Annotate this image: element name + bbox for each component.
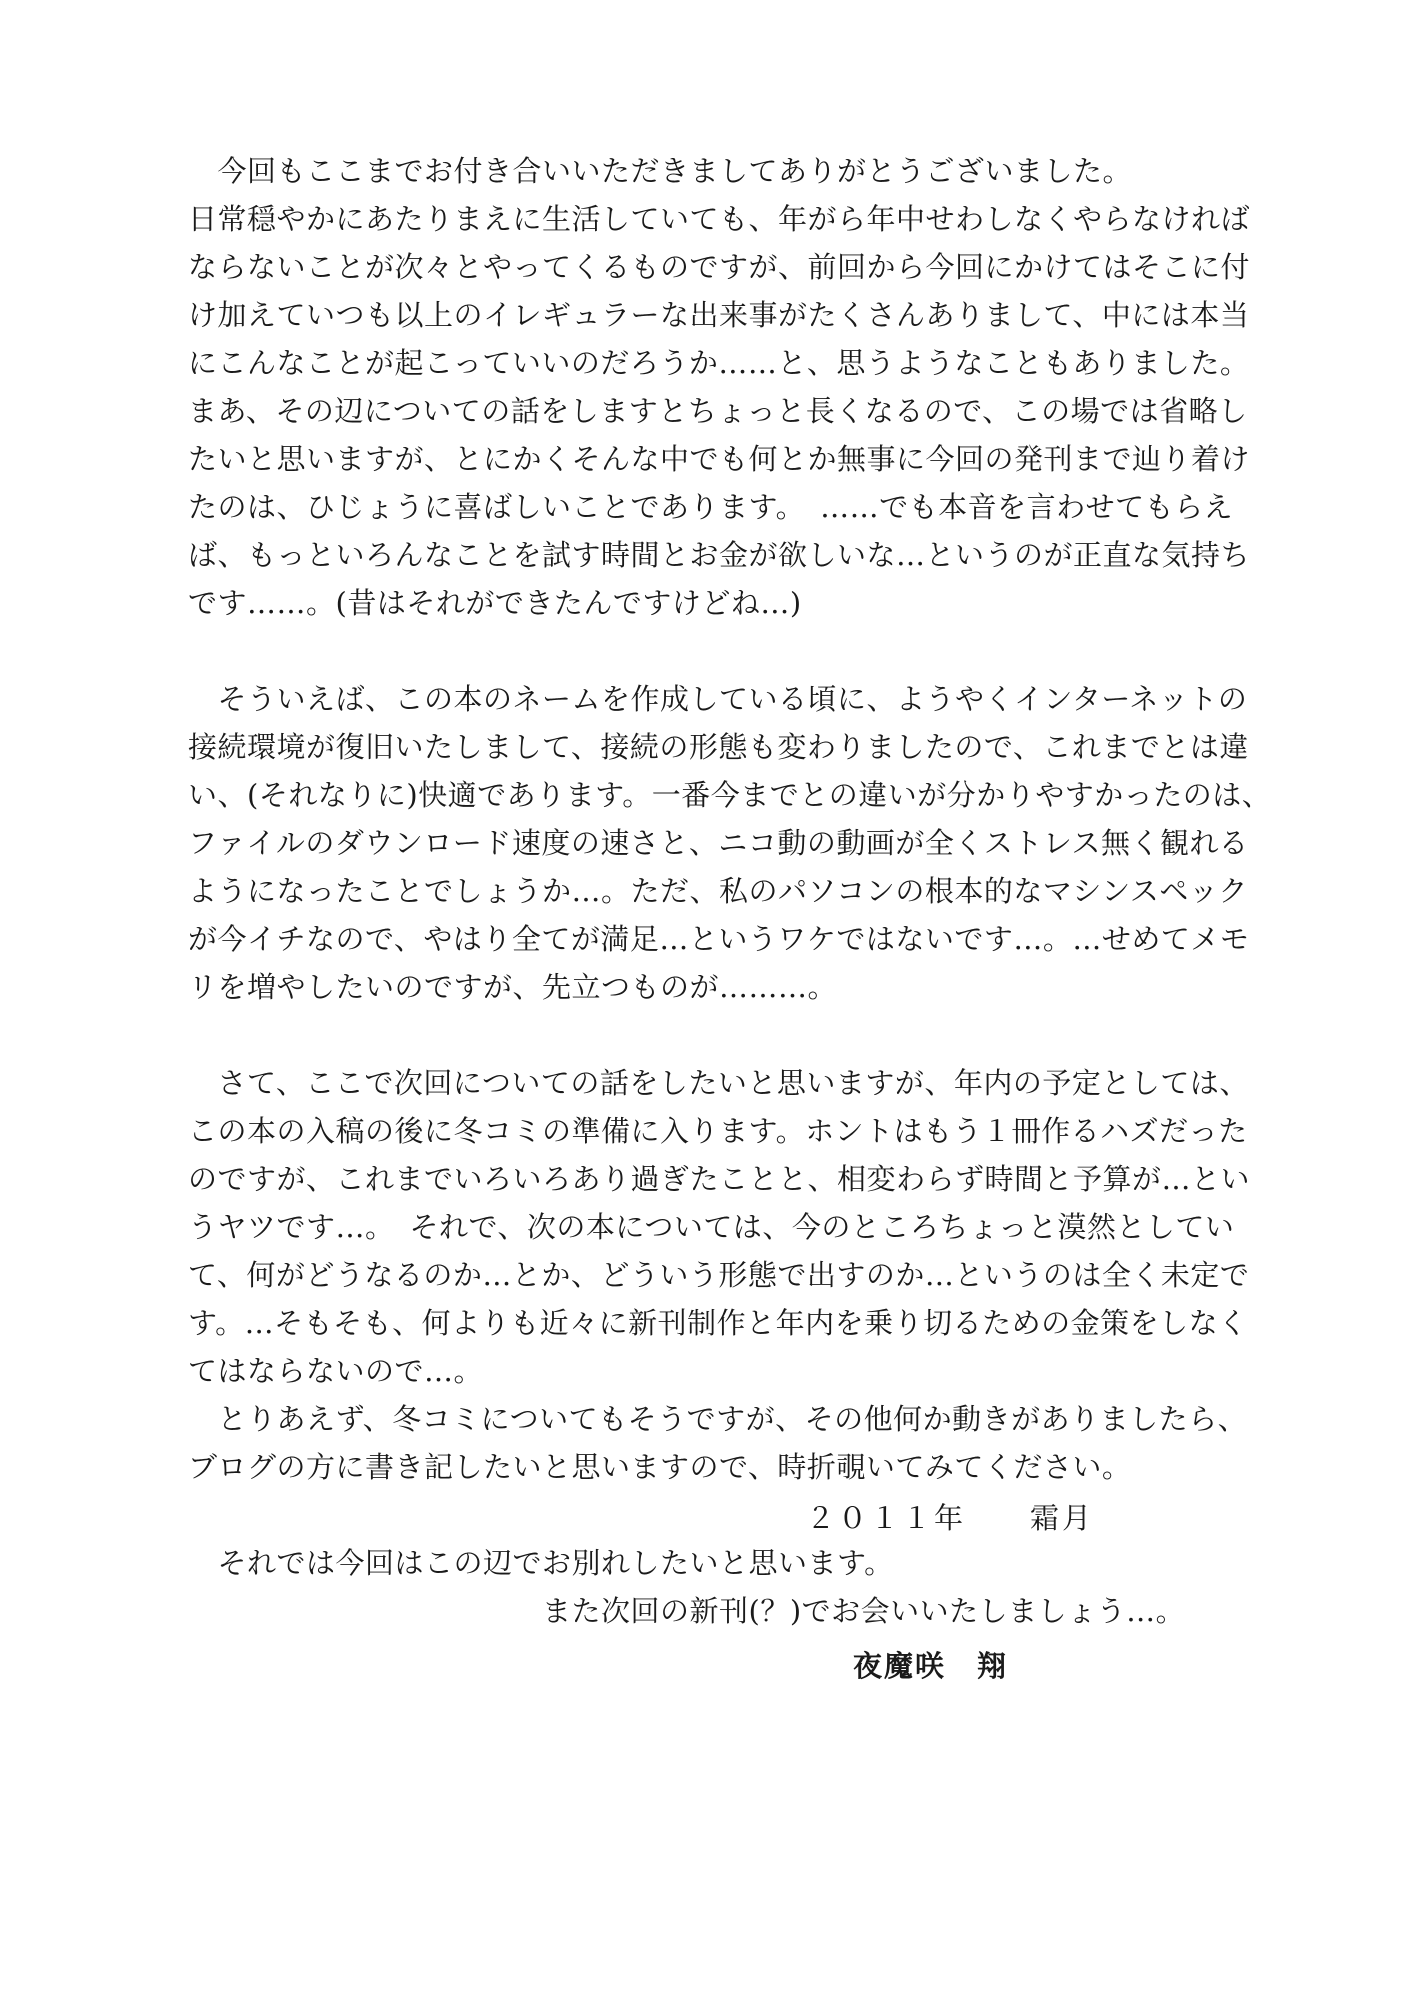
text-line: のですが、これまでいろいろあり過ぎたことと、相変わらず時間と予算が…とい <box>188 1162 1251 1196</box>
closing-line-2: また次回の新刊(？)でお会いいたしましょう…。 <box>188 1594 1186 1628</box>
text-line: そういえば、この本のネームを作成している頃に、ようやくインターネットの <box>188 682 1248 716</box>
text-line: い、(それなりに)快適であります。一番今までとの違いが分かりやすかったのは、 <box>188 778 1272 812</box>
text-line: す。…そもそも、何よりも近々に新刊制作と年内を乗り切るための金策をしなく <box>188 1306 1248 1340</box>
text-line: ば、もっといろんなことを試す時間とお金が欲しいな…というのが正直な気持ち <box>188 538 1251 572</box>
text-line: て、何がどうなるのか…とか、どういう形態で出すのか…というのは全く未定で <box>188 1258 1250 1292</box>
date: ２０１１年 霜月 <box>806 1501 1095 1535</box>
text-line: ファイルのダウンロード速度の速さと、ニコ動の動画が全くストレス無く観れる <box>188 826 1249 860</box>
text-line: てはならないので…。 <box>188 1354 484 1388</box>
paragraph-3 <box>188 1059 1251 1491</box>
text-line: とりあえず、冬コミについてもそうですが、その他何か動きがありましたら、 <box>188 1402 1248 1436</box>
paragraph-1 <box>188 147 1251 627</box>
text-line: たのは、ひじょうに喜ばしいことであります。 ……でも本音を言わせてもらえ <box>188 490 1234 524</box>
text-line: 日常穏やかにあたりまえに生活していても、年がら年中せわしなくやらなければ <box>188 202 1251 236</box>
paragraph-spacer <box>188 627 1238 675</box>
text-line: 今回もここまでお付き合いいただきましてありがとうございました。 <box>188 154 1133 188</box>
closing-paragraph <box>188 1539 1238 1635</box>
text-line: にこんなことが起こっていいのだろうか……と、思うようなこともありました。 <box>188 346 1250 380</box>
text-line: リを増やしたいのですが、先立つものが………。 <box>188 970 838 1004</box>
author-signature: 夜魔咲 翔 <box>853 1649 1009 1683</box>
text-line: け加えていつも以上のイレギュラーな出来事がたくさんありまして、中には本当 <box>188 298 1250 332</box>
paragraph-2 <box>188 675 1272 1011</box>
text-line: が今イチなので、やはり全てが満足…というワケではないです…。…せめてメモ <box>188 922 1250 956</box>
text-line: この本の入稿の後に冬コミの準備に入ります。ホントはもう１冊作るハズだった <box>188 1114 1248 1148</box>
text-line: うヤツです…。 それで、次の本については、今のところちょっと漠然としてい <box>188 1210 1235 1244</box>
afterword-body <box>188 147 1272 1635</box>
text-line: ようになったことでしょうか…。ただ、私のパソコンの根本的なマシンスペック <box>188 874 1248 908</box>
text-line: ブログの方に書き記したいと思いますので、時折覗いてみてください。 <box>188 1450 1132 1484</box>
text-line: です……。(昔はそれができたんですけどね…) <box>188 586 802 620</box>
text-line: さて、ここで次回についての話をしたいと思いますが、年内の予定としては、 <box>188 1066 1249 1100</box>
closing-line-1: それでは今回はこの辺でお別れしたいと思います。 <box>188 1546 894 1580</box>
text-line: まあ、その辺についての話をしますとちょっと長くなるので、この場では省略し <box>188 394 1248 428</box>
text-line: たいと思いますが、とにかくそんな中でも何とか無事に今回の発刊まで辿り着け <box>188 442 1251 476</box>
text-line: ならないことが次々とやってくるものですが、前回から今回にかけてはそこに付 <box>188 250 1251 284</box>
text-line: 接続環境が復旧いたしまして、接続の形態も変わりましたので、これまでとは違 <box>188 730 1249 764</box>
paragraph-spacer <box>188 1011 1238 1059</box>
